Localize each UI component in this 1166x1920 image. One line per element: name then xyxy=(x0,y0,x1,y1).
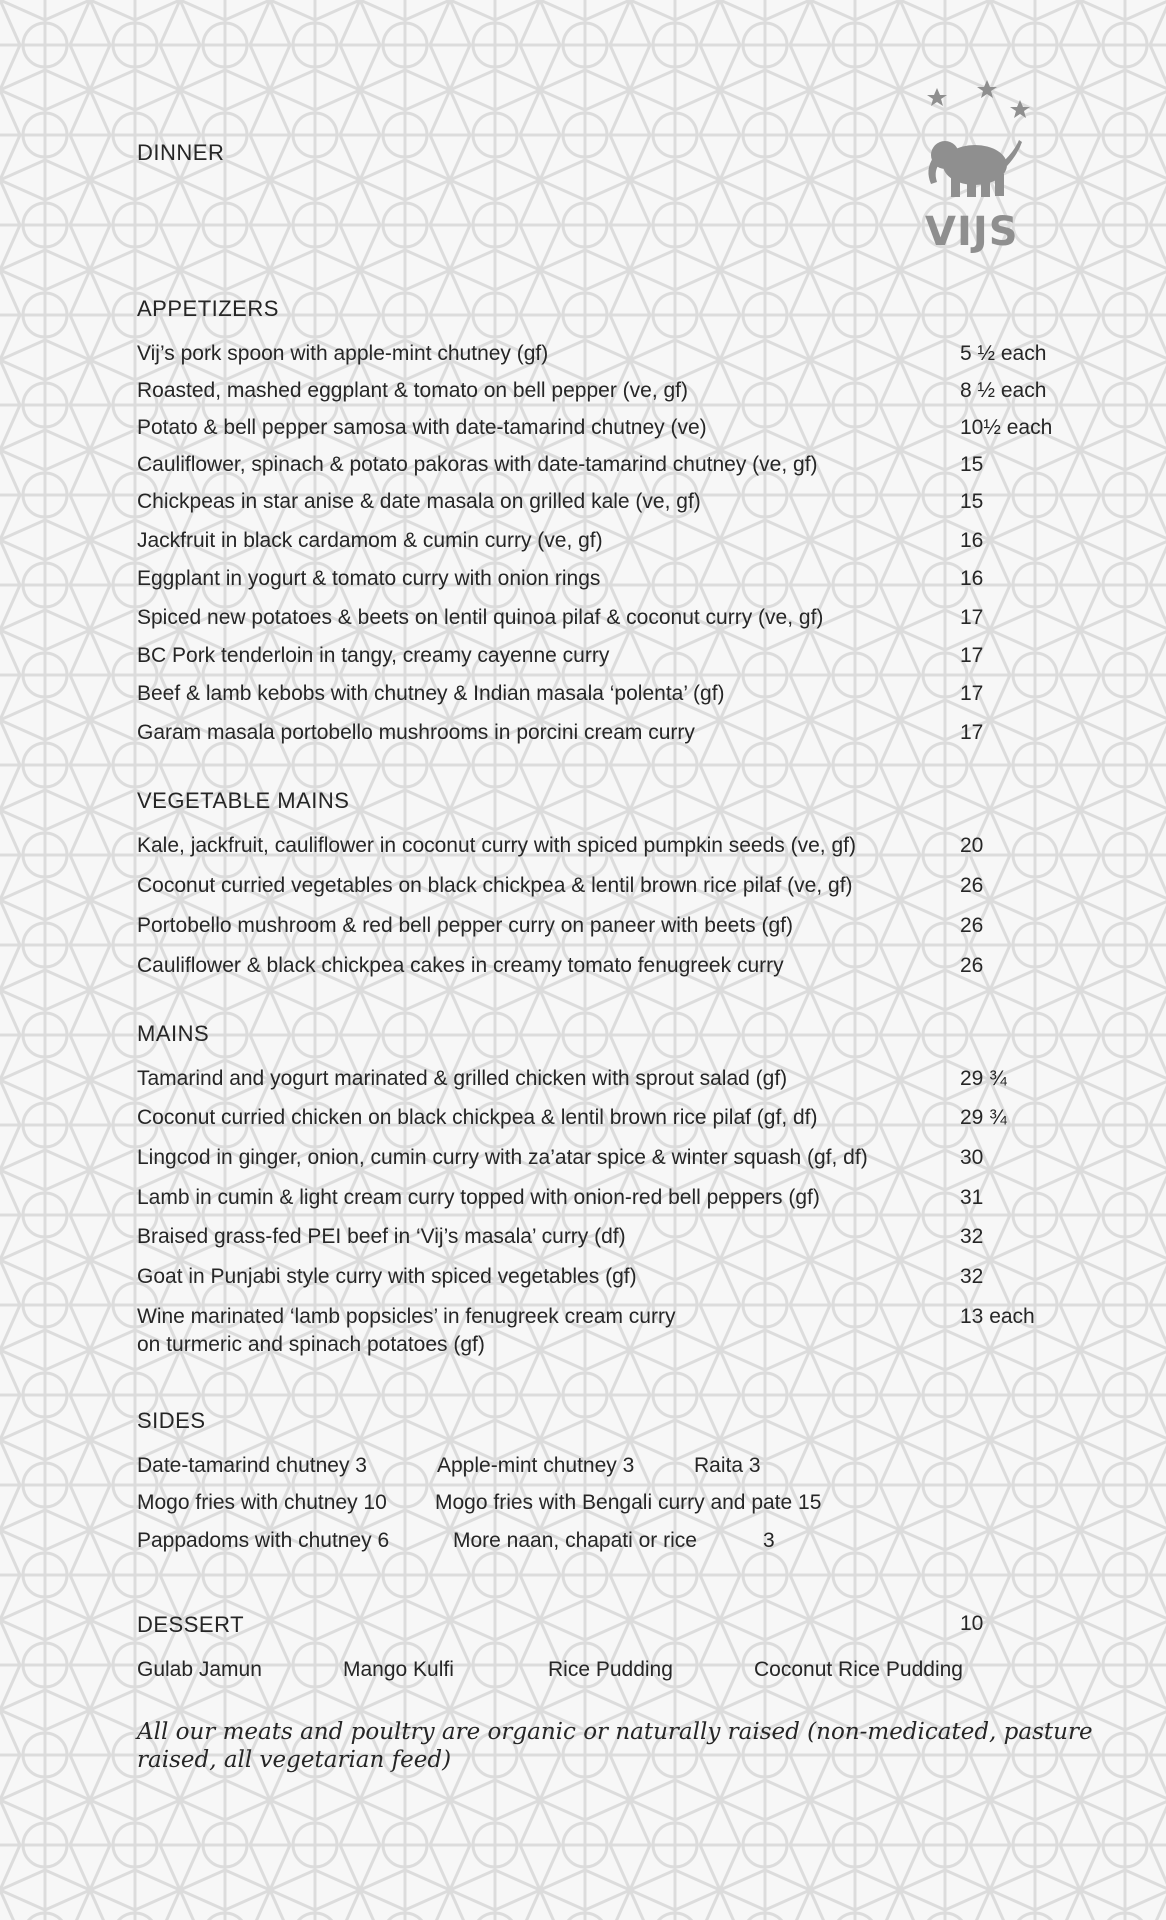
menu-item-price: 15 xyxy=(960,453,984,476)
dessert-item: Coconut Rice Pudding xyxy=(754,1658,963,1681)
menu-item-price: 26 xyxy=(960,954,984,977)
menu-item-name: BC Pork tenderloin in tangy, creamy cayenne curry xyxy=(137,644,610,667)
menu-item-name: Roasted, mashed eggplant & tomato on bell pepper (ve, gf) xyxy=(137,379,689,402)
side-item: Pappadoms with chutney 6 xyxy=(137,1529,390,1552)
side-item: Mogo fries with Bengali curry and pate 15 xyxy=(435,1491,822,1514)
menu-item-price: 30 xyxy=(960,1146,984,1169)
dessert-item: Mango Kulfi xyxy=(343,1658,454,1681)
menu-item-name: Tamarind and yogurt marinated & grilled chicken with sprout salad (gf) xyxy=(137,1067,788,1090)
side-item: Raita 3 xyxy=(694,1454,761,1477)
menu-item-name: Portobello mushroom & red bell pepper curry on paneer with beets (gf) xyxy=(137,914,794,937)
menu-item-price: 13 each xyxy=(960,1305,1035,1328)
menu-item-price: 31 xyxy=(960,1186,984,1209)
mains-heading: MAINS xyxy=(137,1021,210,1046)
menu-item-price: 10½ each xyxy=(960,416,1053,439)
menu-item-price: 5 ½ each xyxy=(960,342,1047,365)
menu-item-price: 17 xyxy=(960,682,984,705)
menu-item-name: Coconut curried chicken on black chickpea & lentil brown rice pilaf (gf, df) xyxy=(137,1106,818,1129)
menu-item-name: Chickpeas in star anise & date masala on grilled kale (ve, gf) xyxy=(137,490,701,513)
menu-item-price: 32 xyxy=(960,1265,984,1288)
menu-item-name: Goat in Punjabi style curry with spiced vegetables (gf) xyxy=(137,1265,637,1288)
side-item: Date-tamarind chutney 3 xyxy=(137,1454,367,1477)
side-item: More naan, chapati or rice xyxy=(453,1529,697,1552)
page-title: DINNER xyxy=(137,140,225,165)
menu-item-price: 32 xyxy=(960,1225,984,1248)
menu-item-name: Cauliflower, spinach & potato pakoras with date-tamarind chutney (ve, gf) xyxy=(137,453,818,476)
star-icon xyxy=(927,80,1030,118)
menu-item-price: 26 xyxy=(960,874,984,897)
menu-item-name: Lamb in cumin & light cream curry topped with onion-red bell peppers (gf) xyxy=(137,1186,820,1209)
menu-item-name: Lingcod in ginger, onion, cumin curry with za’atar spice & winter squash (gf, df) xyxy=(137,1146,868,1169)
side-item: Apple-mint chutney 3 xyxy=(437,1454,635,1477)
sides-heading: SIDES xyxy=(137,1408,206,1433)
menu-item-price: 29 ¾ xyxy=(960,1067,1007,1090)
menu-item-price: 15 xyxy=(960,490,984,513)
menu-item-price: 26 xyxy=(960,914,984,937)
menu-item-name: Garam masala portobello mushrooms in porcini cream curry xyxy=(137,721,695,744)
appetizers-heading: APPETIZERS xyxy=(137,296,279,321)
menu-item-name: Potato & bell pepper samosa with date-tamarind chutney (ve) xyxy=(137,416,707,439)
menu-item-name: Cauliflower & black chickpea cakes in creamy tomato fenugreek curry xyxy=(137,954,784,977)
menu-item-price: 17 xyxy=(960,606,984,629)
menu-item-name: Kale, jackfruit, cauliflower in coconut curry with spiced pumpkin seeds (ve, gf) xyxy=(137,834,856,857)
menu-item-price: 16 xyxy=(960,529,984,552)
menu-item-name: Spiced new potatoes & beets on lentil quinoa pilaf & coconut curry (ve, gf) xyxy=(137,606,824,629)
menu-item-price: 17 xyxy=(960,721,984,744)
menu-item-name-continued: on turmeric and spinach potatoes (gf) xyxy=(137,1333,485,1356)
menu-item-name: Vij’s pork spoon with apple-mint chutney (gf) xyxy=(137,342,549,365)
vegetable-mains-heading: VEGETABLE MAINS xyxy=(137,788,350,813)
menu-item-name: Wine marinated ‘lamb popsicles’ in fenugreek cream curry xyxy=(137,1305,676,1328)
vijs-logo xyxy=(915,80,1035,270)
dessert-heading: DESSERT xyxy=(137,1612,245,1637)
menu-item-name: Eggplant in yogurt & tomato curry with onion rings xyxy=(137,567,601,590)
menu-item-name: Coconut curried vegetables on black chickpea & lentil brown rice pilaf (ve, gf) xyxy=(137,874,853,897)
menu-item-price: 17 xyxy=(960,644,984,667)
dessert-item: Gulab Jamun xyxy=(137,1658,262,1681)
side-item: Mogo fries with chutney 10 xyxy=(137,1491,387,1514)
menu-item-name: Braised grass-fed PEI beef in ‘Vij’s masala’ curry (df) xyxy=(137,1225,626,1248)
footer-note: All our meats and poultry are organic or naturally raised (non-medicated, pasture raised, all vegetarian feed) xyxy=(137,1719,1093,1773)
logo-brand-text: VIJS xyxy=(925,209,1019,255)
elephant-icon xyxy=(928,140,1022,197)
side-item: 3 xyxy=(763,1529,775,1552)
menu-item-name: Jackfruit in black cardamom & cumin curry (ve, gf) xyxy=(137,529,603,552)
dessert-item: Rice Pudding xyxy=(548,1658,673,1681)
dessert-price: 10 xyxy=(960,1612,984,1635)
menu-item-price: 20 xyxy=(960,834,984,857)
menu-item-name: Beef & lamb kebobs with chutney & Indian masala ‘polenta’ (gf) xyxy=(137,682,725,705)
menu-item-price: 29 ¾ xyxy=(960,1106,1007,1129)
menu-item-price: 8 ½ each xyxy=(960,379,1047,402)
menu-item-price: 16 xyxy=(960,567,984,590)
